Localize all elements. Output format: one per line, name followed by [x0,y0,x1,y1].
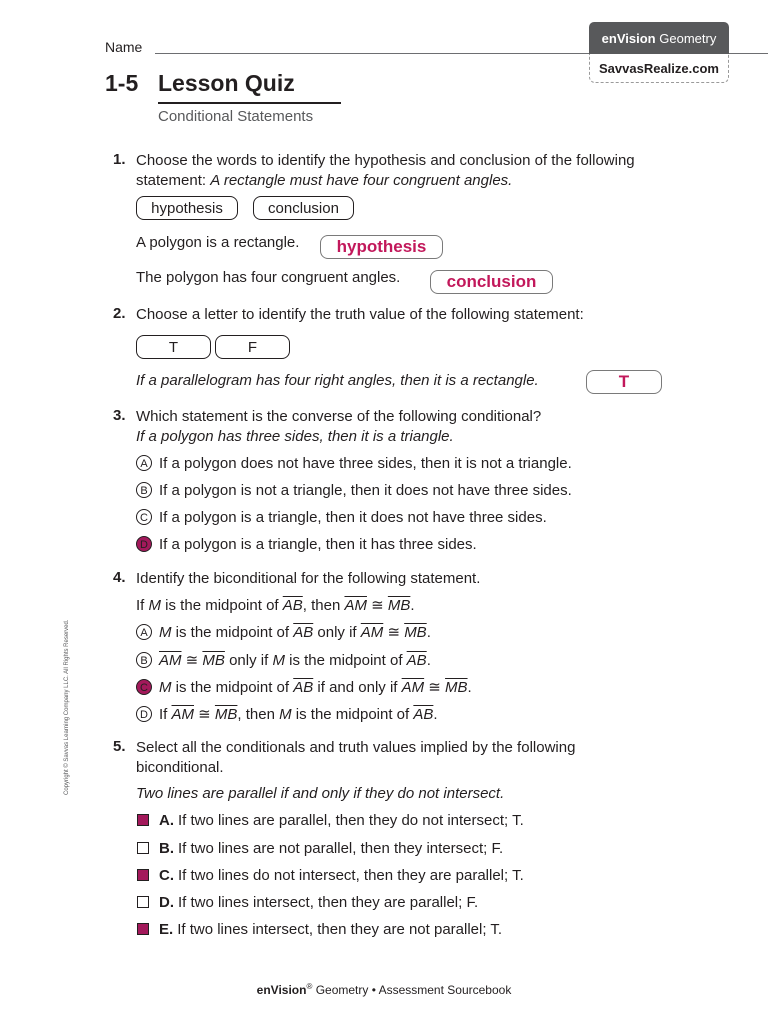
footer-text: Geometry • Assessment Sourcebook [312,983,512,997]
option-label: C. [159,867,174,884]
congruent-symbol: ≅ [194,706,215,723]
segment-ab: $\overline{AB}$ [282,597,303,614]
q5-option-a[interactable] [137,812,524,829]
text: if and only if [313,679,402,696]
segment-am: $\overline{AM}$ [159,652,182,669]
q2-option-t[interactable]: T [136,335,211,359]
q4-prompt: Identify the biconditional for the following statement. [136,570,481,587]
registered-mark: ® [306,982,313,991]
segment-ab: $\overline{AB}$ [293,624,314,641]
text: If [136,597,149,614]
congruent-symbol: ≅ [181,652,203,669]
option-label: B. [159,840,174,857]
q3-number: 3. [113,407,126,424]
option-text: If two lines intersect, then they are parallel; F. [178,894,479,911]
text: is the midpoint of [284,652,407,669]
text: , then [302,597,345,614]
q1-number: 1. [113,151,126,168]
congruent-symbol: ≅ [383,624,405,641]
q5-option-d[interactable] [137,894,478,911]
q4-choice-c[interactable] [136,678,472,696]
q1-statement: A rectangle must have four congruent angles. [210,172,513,189]
option-text: If two lines are not parallel, then they intersect; F. [178,840,504,857]
checkbox-checked[interactable] [137,923,149,935]
q3-prompt [136,407,541,447]
checkbox[interactable] [137,842,149,854]
choice-text: If a polygon is a triangle, then it does not have three sides. [159,509,547,526]
q5-option-b[interactable] [137,840,503,857]
title-underline [158,102,341,104]
q2-answer-box[interactable]: T [586,370,662,394]
q1-option-conclusion[interactable]: conclusion [253,196,354,220]
text: . [426,652,431,669]
q4-choice-a[interactable] [136,623,431,641]
text: If [159,706,172,723]
var-m: M [272,652,285,669]
text: only if [224,652,273,669]
choice-a-bubble[interactable]: A [136,624,152,640]
congruent-symbol: ≅ [424,679,446,696]
choice-c-bubble[interactable]: C [136,509,152,525]
option-text: If two lines are parallel, then they do not intersect; T. [178,812,524,829]
option-text: If two lines do not intersect, then they are parallel; T. [178,867,524,884]
q1-line2-lead: statement: [136,172,211,189]
var-m: M [279,706,292,723]
q1-prompt [136,151,736,191]
q2-option-f[interactable]: F [215,335,290,359]
q1-item2-text: The polygon has four congruent angles. [136,269,401,286]
choice-d-bubble[interactable]: D [136,706,152,722]
segment-am: $\overline{AM}$ [360,624,384,641]
page-title: Lesson Quiz [158,70,295,96]
choice-d-bubble-selected[interactable]: D [136,536,152,552]
choice-text: If a polygon is not a triangle, then it does not have three sides. [159,482,572,499]
footer-brand: enVision [256,983,307,997]
q3-choice-d[interactable] [136,536,477,553]
text: only if [313,624,361,641]
q1-item2-answer-box[interactable]: conclusion [430,270,553,294]
segment-ab: $\overline{AB}$ [406,652,427,669]
var-m: M [159,679,172,696]
q4-number: 4. [113,569,126,586]
congruent-symbol: ≅ [366,597,388,614]
option-label: E. [159,921,174,938]
q5-number: 5. [113,738,126,755]
q5-option-c[interactable] [137,867,524,884]
text: . [410,597,415,614]
segment-ab: $\overline{AB}$ [293,679,314,696]
lesson-number: 1-5 [105,70,139,96]
q4-statement [136,596,415,614]
segment-am: $\overline{AM}$ [401,679,425,696]
footer [0,982,768,997]
option-text: If two lines intersect, then they are not parallel; T. [177,921,503,938]
checkbox-checked[interactable] [137,814,149,826]
envision-geometry-badge [589,22,729,54]
q3-choice-a[interactable] [136,455,572,472]
segment-am: $\overline{AM}$ [171,706,195,723]
text: is the midpoint of [291,706,414,723]
text: , then [237,706,280,723]
text: is the midpoint of [171,679,294,696]
text: is the midpoint of [171,624,294,641]
segment-mb: $\overline{MB}$ [202,652,225,669]
checkbox[interactable] [137,896,149,908]
segment-ab: $\overline{AB}$ [413,706,434,723]
text: is the midpoint of [161,597,283,614]
q1-item1-answer-box[interactable]: hypothesis [320,235,443,259]
q3-choice-b[interactable] [136,482,572,499]
q4-choice-b[interactable] [136,651,431,669]
q3-statement: If a polygon has three sides, then it is a triangle. [136,428,454,445]
q5-statement-text: Two lines are parallel if and only if they do not intersect. [136,785,505,802]
segment-mb: $\overline{MB}$ [404,624,427,641]
segment-mb: $\overline{MB}$ [445,679,468,696]
savvas-realize-link[interactable]: SavvasRealize.com [589,54,729,83]
choice-b-bubble[interactable]: B [136,482,152,498]
option-label: A. [159,812,174,829]
option-label: D. [159,894,174,911]
choice-text: If a polygon does not have three sides, then it is not a triangle. [159,455,572,472]
text: . [426,624,431,641]
badge-subject: Geometry [659,30,717,46]
badge-brand: enVision [601,30,656,46]
q5-statement [136,785,504,802]
q2-statement-text: If a parallelogram has four right angles, then it is a rectangle. [136,372,539,389]
q1-item1-text: A polygon is a rectangle. [136,234,300,251]
q1-line1: Choose the words to identify the hypothesis and conclusion of the following [136,152,635,169]
checkbox-checked[interactable] [137,869,149,881]
segment-mb: $\overline{MB}$ [387,597,411,614]
q3-choice-c[interactable] [136,509,547,526]
q3-question: Which statement is the converse of the following conditional? [136,408,542,425]
q2-statement [136,372,539,389]
choice-b-bubble[interactable]: B [136,652,152,668]
copyright-notice: Copyright © Savvas Learning Company LLC. All Rights Reserved. [64,619,70,795]
choice-c-bubble-selected[interactable]: C [136,679,152,695]
q1-line2 [136,171,736,191]
segment-mb: $\overline{MB}$ [214,706,238,723]
segment-am: $\overline{AM}$ [344,597,367,614]
text: . [467,679,472,696]
var-m: M [148,597,162,614]
q5-line1: Select all the conditionals and truth values implied by the following [136,739,576,756]
q2-number: 2. [113,305,126,322]
var-m: M [159,624,172,641]
q5-line2: biconditional. [136,759,224,776]
page-subtitle: Conditional Statements [158,108,314,125]
q5-prompt [136,738,575,778]
q1-option-hypothesis[interactable]: hypothesis [136,196,238,220]
q5-option-e[interactable] [137,921,502,938]
q2-prompt: Choose a letter to identify the truth value of the following statement: [136,306,584,323]
name-label: Name [105,39,143,55]
q4-choice-d[interactable] [136,705,438,723]
text: . [433,706,438,723]
choice-a-bubble[interactable]: A [136,455,152,471]
choice-text: If a polygon is a triangle, then it has three sides. [159,536,477,553]
